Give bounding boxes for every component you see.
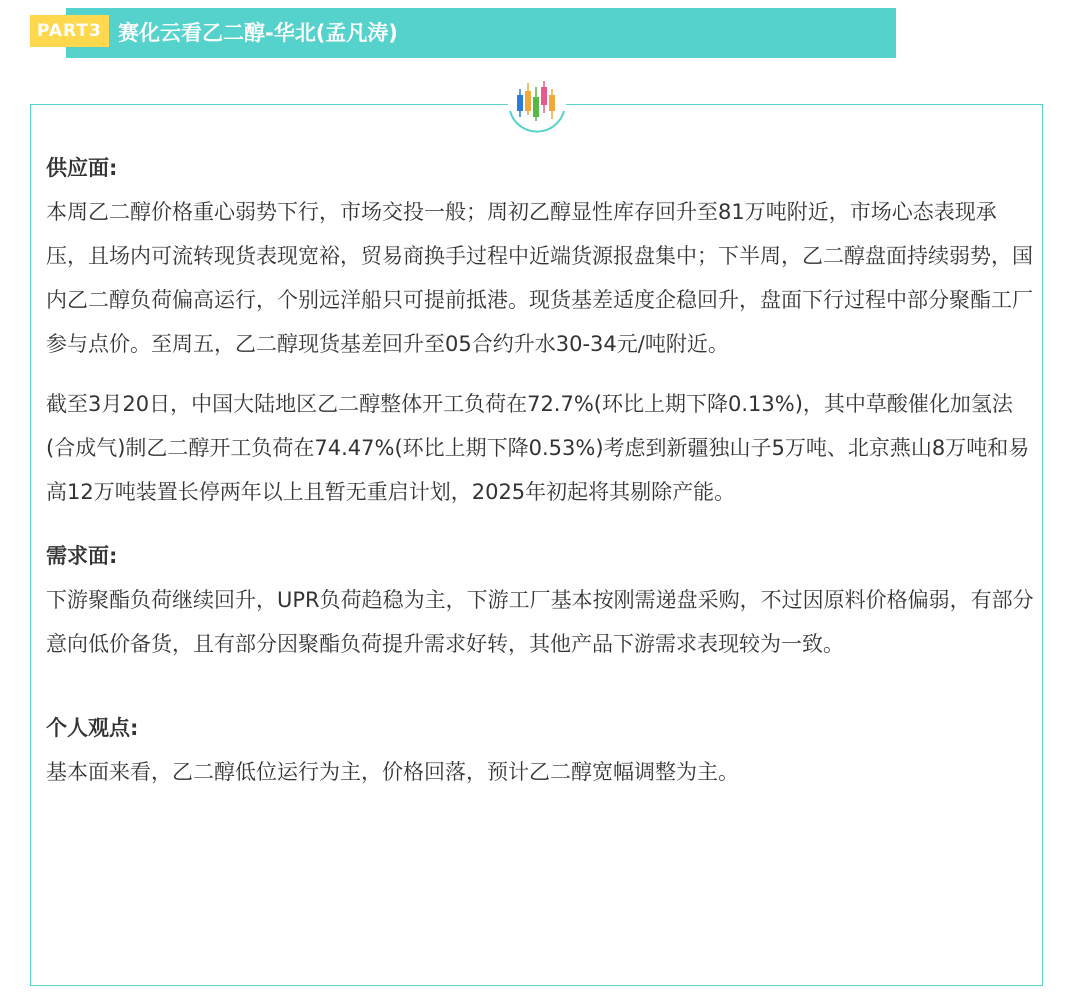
page-title: 赛化云看乙二醇-华北(孟凡涛)	[118, 21, 398, 45]
demand-paragraph: 下游聚酯负荷继续回升，UPR负荷趋稳为主，下游工厂基本按刚需递盘采购，不过因原料价格偏弱，有部分意向低价备货，且有部分因聚酯负荷提升需求好转，其他产品下游需求表现较为一致。	[46, 588, 1034, 656]
supply-paragraph-2: 截至3月20日，中国大陆地区乙二醇整体开工负荷在72.7%(环比上期下降0.13%)，其中草酸催化加氢法(合成气)制乙二醇开工负荷在74.47%(环比上期下降0.53%)考虑到新疆独山子5万吨、北京燕山8万吨和易高12万吨装置长停两年以上且暂无重启计划，2025年初起将其剔除产能。	[46, 392, 1030, 504]
candlestick-chart-icon	[506, 73, 568, 135]
view-heading: 个人观点:	[46, 716, 139, 740]
supply-heading: 供应面:	[46, 156, 118, 180]
article-body	[46, 146, 1036, 794]
part-badge: PART3	[30, 15, 109, 47]
demand-heading: 需求面:	[46, 544, 118, 568]
view-paragraph: 基本面来看，乙二醇低位运行为主，价格回落，预计乙二醇宽幅调整为主。	[46, 760, 739, 784]
supply-paragraph: 本周乙二醇价格重心弱势下行，市场交投一般；周初乙醇显性库存回升至81万吨附近，市场心态表现承压，且场内可流转现货表现宽裕，贸易商换手过程中近端货源报盘集中；下半周，乙二醇盘面持续弱势，国内乙二醇负荷偏高运行，个别远洋船只可提前抵港。现货基差适度企稳回升，盘面下行过程中部分聚酯工厂参与点价。至周五，乙二醇现货基差回升至05合约升水30-34元/吨附近。	[46, 200, 1033, 356]
